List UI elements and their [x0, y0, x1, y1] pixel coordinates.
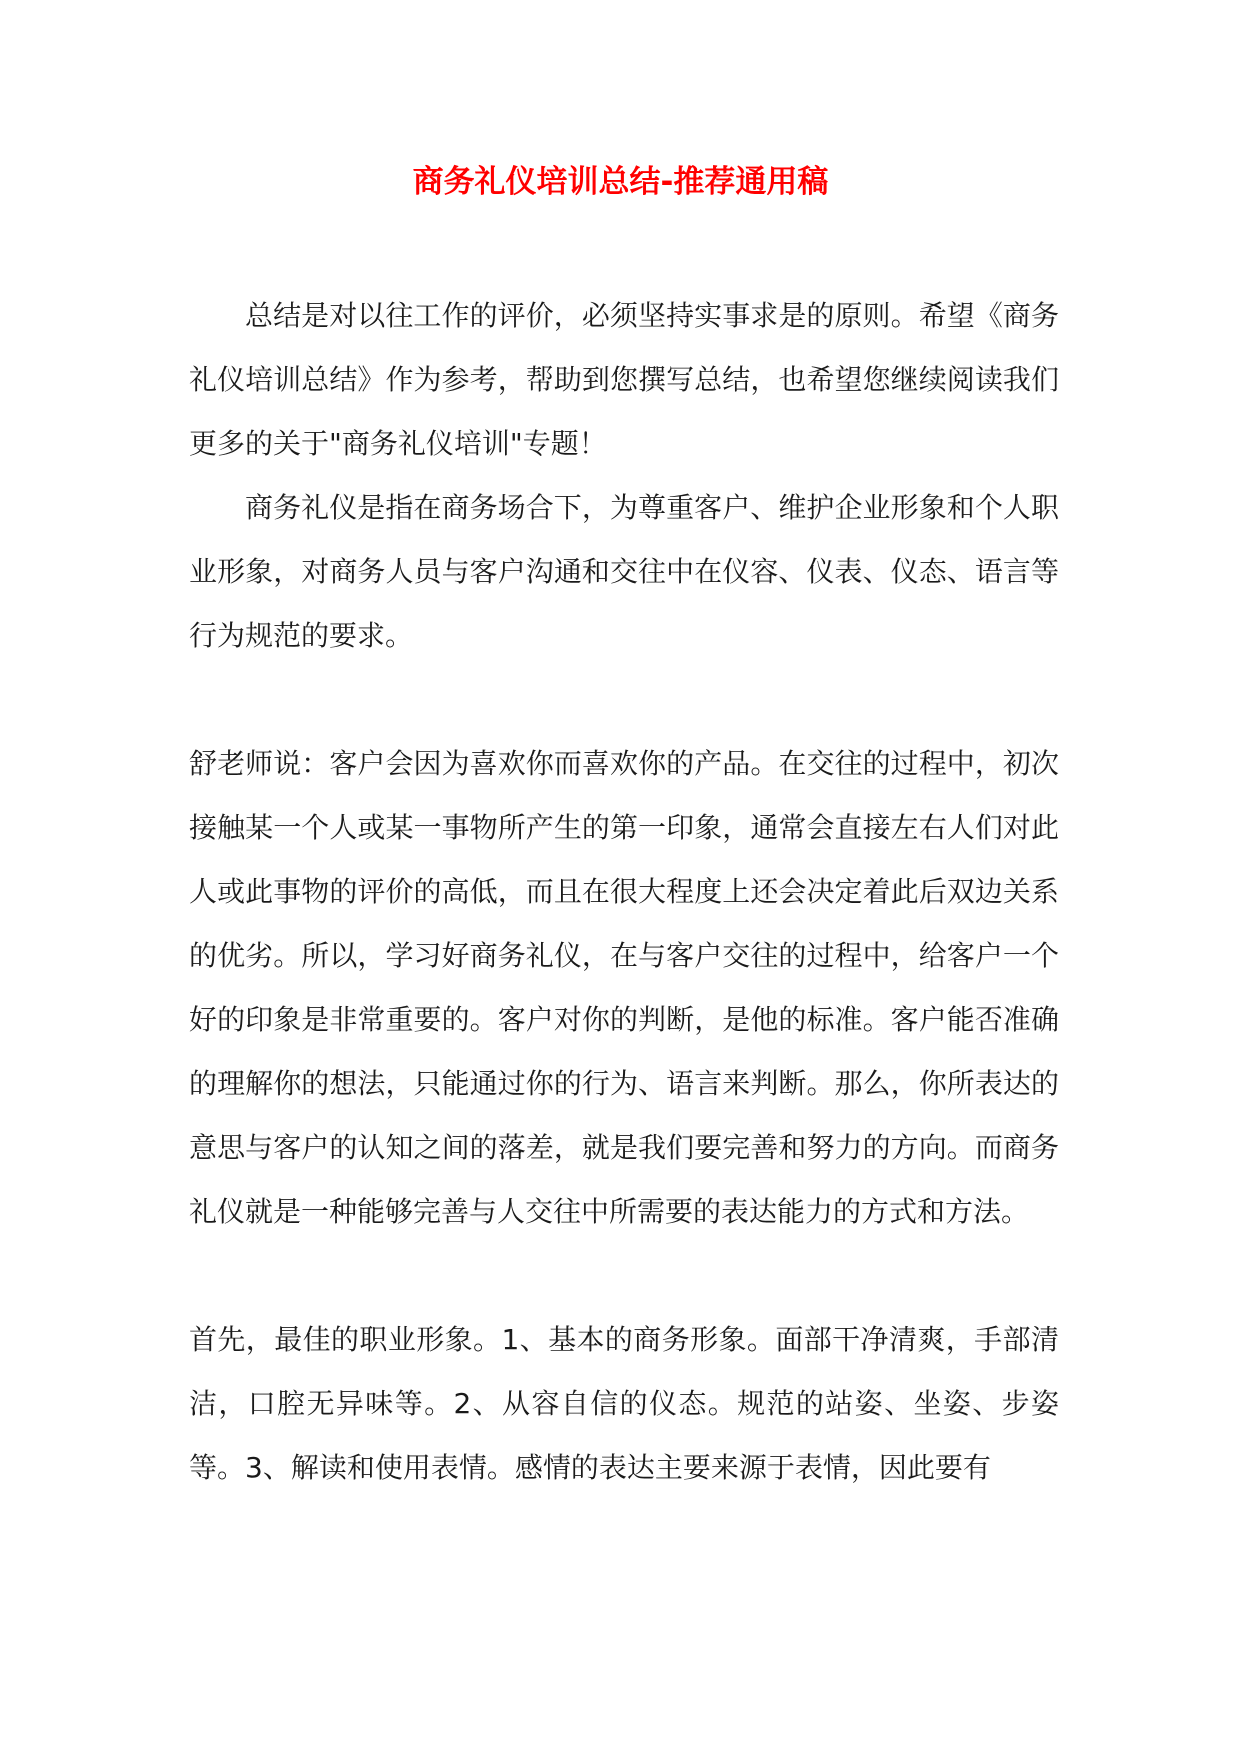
paragraph-first-point: 首先，最佳的职业形象。1、基本的商务形象。面部干净清爽，手部清洁，口腔无异味等。2、从容自信的仪态。规范的站姿、坐姿、步姿等。3、解读和使用表情。感情的表达主要来源于表情，因此要有: [189, 1323, 1059, 1484]
paragraph-definition: 商务礼仪是指在商务场合下，为尊重客户、维护企业形象和个人职业形象，对商务人员与客户沟通和交往中在仪容、仪表、仪态、语言等行为规范的要求。: [189, 491, 1059, 652]
paragraph-spacer: [189, 1244, 1059, 1308]
paragraph-intro: 总结是对以往工作的评价，必须坚持实事求是的原则。希望《商务礼仪培训总结》作为参考，帮助到您撰写总结，也希望您继续阅读我们更多的关于"商务礼仪培训"专题！: [189, 299, 1059, 460]
paragraph-spacer: [189, 668, 1059, 732]
paragraph-teacher-quote: 舒老师说：客户会因为喜欢你而喜欢你的产品。在交往的过程中，初次接触某一个人或某一事物所产生的第一印象，通常会直接左右人们对此人或此事物的评价的高低，而且在很大程度上还会决定着此后双边关系的优劣。所以，学习好商务礼仪，在与客户交往的过程中，给客户一个好的印象是非常重要的。客户对你的判断，是他的标准。客户能否准确的理解你的想法，只能通过你的行为、语言来判断。那么，你所表达的意思与客户的认知之间的落差，就是我们要完善和努力的方向。而商务礼仪就是一种能够完善与人交往中所需要的表达能力的方式和方法。: [189, 747, 1059, 1228]
document-title: 商务礼仪培训总结-推荐通用稿: [412, 164, 829, 200]
document-body: [189, 284, 1059, 1500]
